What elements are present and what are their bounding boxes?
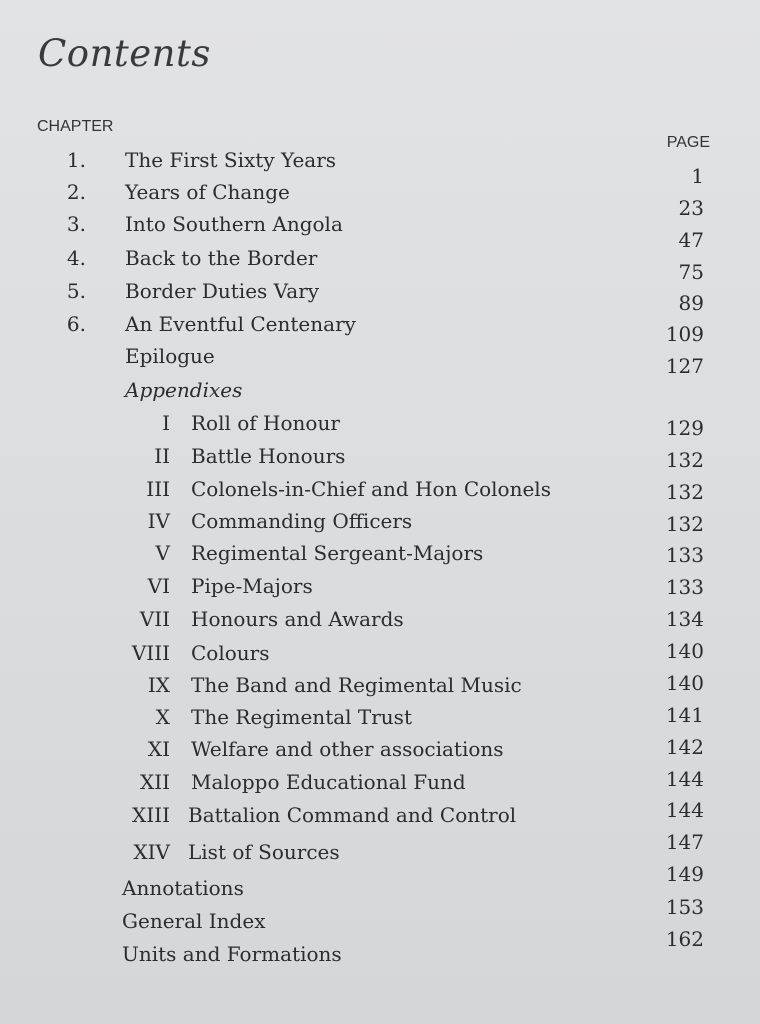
toc-entry-appendix-1[interactable]	[0, 411, 760, 441]
toc-entry-chapter-5[interactable]	[0, 279, 760, 315]
appendix-numeral: XI	[147, 737, 170, 761]
page-number: 133	[665, 543, 704, 567]
toc-entry-chapter-6[interactable]	[0, 312, 760, 346]
chapter-title: Border Duties Vary	[125, 279, 320, 303]
appendix-numeral: IX	[147, 673, 170, 697]
toc-entry-units-and-formations[interactable]	[0, 927, 760, 972]
page-number: 134	[665, 607, 704, 631]
appendix-title: Commanding Officers	[191, 509, 413, 533]
toc-entry-appendix-12[interactable]	[0, 767, 760, 800]
page-number: 89	[678, 291, 704, 315]
appendix-numeral: II	[154, 444, 170, 468]
appendix-numeral: X	[155, 705, 170, 729]
chapter-title: The First Sixty Years	[125, 148, 337, 172]
toc-entry-appendix-2[interactable]	[0, 444, 760, 474]
appendix-numeral: VII	[139, 607, 170, 631]
appendix-numeral: VIII	[131, 641, 170, 665]
page-number: 1	[691, 164, 704, 188]
chapter-title: Into Southern Angola	[125, 212, 343, 236]
toc-entry-chapter-1[interactable]	[0, 148, 760, 188]
page-number: 133	[665, 575, 704, 599]
chapter-number: 6.	[66, 312, 86, 336]
chapter-title: Years of Change	[125, 180, 290, 204]
appendix-numeral: IV	[147, 509, 170, 533]
toc-entry-chapter-3[interactable]	[0, 212, 760, 252]
toc-entry-annotations[interactable]	[0, 862, 760, 906]
appendix-title: Honours and Awards	[191, 607, 404, 631]
toc-entry-appendix-4[interactable]	[0, 509, 760, 539]
appendix-title: Roll of Honour	[191, 411, 340, 435]
epilogue-title: Epilogue	[125, 344, 215, 368]
appendix-numeral: I	[162, 411, 170, 435]
appendix-title: Battle Honours	[191, 444, 346, 468]
page-number: 144	[665, 767, 704, 791]
page-number: 140	[665, 671, 704, 695]
toc-entry-appendix-7[interactable]	[0, 607, 760, 637]
page-number: 132	[665, 512, 704, 536]
chapter-number: 4.	[66, 246, 86, 270]
appendix-title: Colours	[191, 641, 270, 665]
appendix-title: Battalion Command and Control	[188, 803, 517, 827]
chapter-column-header: CHAPTER	[37, 118, 114, 135]
appendix-title: Pipe-Majors	[191, 574, 313, 598]
page-number: 129	[665, 416, 704, 440]
toc-entry-appendix-13[interactable]	[0, 798, 760, 833]
appendix-numeral: III	[146, 477, 170, 501]
toc-entry-appendix-14[interactable]	[0, 830, 760, 870]
page-number: 132	[665, 480, 704, 504]
chapter-title: Back to the Border	[125, 246, 318, 270]
toc-entry-epilogue[interactable]	[0, 344, 760, 378]
appendix-title: Welfare and other associations	[191, 737, 504, 761]
page-number: 153	[665, 895, 704, 919]
toc-entry-appendix-5[interactable]	[0, 541, 760, 571]
appendix-title: The Band and Regimental Music	[191, 673, 522, 697]
toc-entry-appendix-6[interactable]	[0, 574, 760, 604]
appendix-title: Regimental Sergeant-Majors	[191, 541, 484, 565]
back-matter-title: Annotations	[122, 876, 244, 900]
page-number: 47	[678, 228, 704, 252]
appendix-title: The Regimental Trust	[191, 705, 412, 729]
chapter-title: An Eventful Centenary	[125, 312, 356, 336]
appendixes-heading-text: Appendixes	[125, 378, 243, 402]
page-number: 144	[665, 798, 704, 822]
page-number: 162	[665, 927, 704, 951]
toc-entry-appendix-9[interactable]	[0, 673, 760, 703]
appendix-numeral: VI	[147, 574, 170, 598]
toc-entry-chapter-4[interactable]	[0, 246, 760, 284]
chapter-number: 5.	[66, 279, 86, 303]
appendix-numeral: XII	[139, 770, 170, 794]
page-number: 23	[678, 196, 704, 220]
page-number: 109	[665, 322, 704, 346]
chapter-number: 3.	[66, 212, 86, 236]
appendix-title: List of Sources	[188, 840, 340, 864]
page-number: 132	[665, 448, 704, 472]
page-column-header: PAGE	[666, 134, 710, 151]
chapter-number: 1.	[66, 148, 86, 172]
appendix-numeral: V	[155, 541, 170, 565]
toc-entry-chapter-2[interactable]	[0, 180, 760, 220]
toc-entry-appendix-11[interactable]	[0, 737, 760, 767]
toc-entry-appendix-3[interactable]	[0, 477, 760, 507]
page-number: 127	[665, 354, 704, 378]
appendix-title: Maloppo Educational Fund	[191, 770, 466, 794]
appendix-title: Colonels-in-Chief and Hon Colonels	[191, 477, 551, 501]
page-number: 142	[665, 735, 704, 759]
appendix-numeral: XIII	[132, 803, 170, 827]
back-matter-title: General Index	[122, 909, 266, 933]
back-matter-title: Units and Formations	[122, 942, 342, 966]
appendixes-heading	[0, 378, 760, 408]
page-number: 75	[678, 260, 704, 284]
page-number: 140	[665, 639, 704, 663]
toc-entry-appendix-10[interactable]	[0, 705, 760, 735]
page-number: 147	[665, 830, 704, 854]
chapter-number: 2.	[66, 180, 86, 204]
toc-entry-appendix-8[interactable]	[0, 641, 760, 671]
page-number: 149	[665, 862, 704, 886]
contents-title: Contents	[38, 32, 211, 75]
page-number: 141	[665, 703, 704, 727]
toc-entry-general-index[interactable]	[0, 895, 760, 939]
appendix-numeral: XIV	[133, 840, 170, 864]
